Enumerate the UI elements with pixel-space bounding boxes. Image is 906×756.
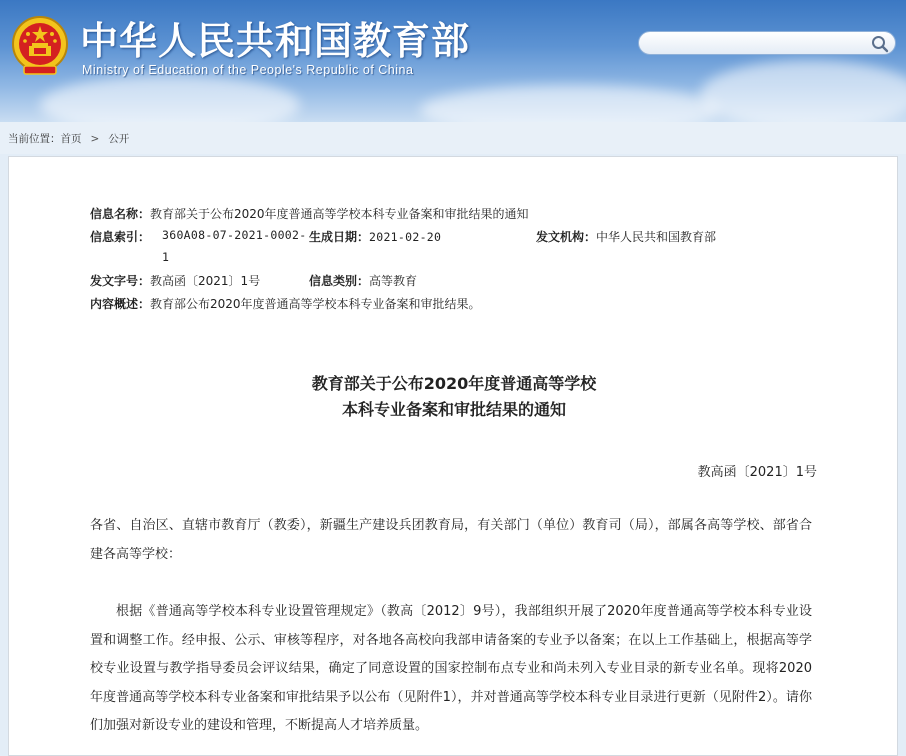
search-box (638, 31, 896, 55)
national-emblem-icon (10, 14, 70, 78)
site-title[interactable]: 中华人民共和国教育部 (80, 19, 471, 63)
header-cloud-decoration (700, 60, 906, 122)
header-cloud-decoration (420, 85, 720, 122)
info-org-label: 发文机构： (536, 230, 597, 244)
article-doc-number: 教高函〔2021〕1号 (697, 465, 817, 480)
info-name-value: 教育部关于公布2020年度普通高等学校本科专业备案和审批结果的通知 (150, 207, 529, 221)
search-icon[interactable] (870, 34, 890, 54)
article-salutation: 各省、自治区、直辖市教育厅（教委），新疆生产建设兵团教育局，有关部门（单位）教育司（局），部属各高等学校、部省合建各高等学校： (90, 518, 812, 562)
info-category-label: 信息类别： (309, 274, 370, 288)
breadcrumb-separator: > (90, 133, 100, 145)
info-row-category (309, 272, 417, 289)
article-title-line2: 本科专业备案和审批结果的通知 (341, 400, 566, 419)
article-title-line1: 教育部关于公布2020年度普通高等学校 (311, 374, 597, 393)
site-header (0, 0, 906, 122)
info-index-label: 信息索引： (90, 230, 151, 244)
breadcrumb-bar (0, 122, 906, 154)
search-input[interactable] (649, 34, 868, 54)
info-docno-label: 发文字号： (90, 274, 151, 288)
info-row-date (309, 228, 441, 245)
content-panel (8, 156, 898, 756)
info-index-value: 360A08-07-2021-0002- (162, 228, 307, 242)
info-index-value-cont: 1 (162, 250, 170, 264)
info-org-value: 中华人民共和国教育部 (596, 230, 717, 244)
article-body-paragraph: 根据《普通高等学校本科专业设置管理规定》（教高〔2012〕9号），我部组织开展了2020年度普通高等学校本科专业设置和调整工作。经申报、公示、审核等程序，对各地各高校向我部申请备案的专业予以备案；在以上工作基础上，根据高等学校专业设置与教学指导委员会评议结果，确定了同意设置的国家控制布点专业和尚未列入专业目录的新专业名单。现将2020年度普通高等学校本科专业备案和审批结果予以公布（见附件1），并对普通高等学校本科专业目录进行更新（见附件2）。请你们加强对新设专业的建设和管理，不断提高人才培养质量。 (90, 604, 812, 733)
info-row-docno (90, 272, 260, 289)
info-row-org (536, 228, 716, 245)
breadcrumb (8, 131, 129, 146)
info-row-summary (90, 295, 481, 312)
header-cloud-decoration (40, 75, 300, 122)
info-summary-label: 内容概述： (90, 297, 151, 311)
info-name-label: 信息名称： (90, 207, 151, 221)
breadcrumb-home-link[interactable]: 首页 (60, 133, 82, 145)
info-row-name (90, 205, 529, 222)
info-date-label: 生成日期： (309, 230, 370, 244)
site-subtitle: Ministry of Education of the People's Republic of China (82, 63, 414, 77)
info-category-value: 高等教育 (369, 274, 418, 288)
breadcrumb-public-link[interactable]: 公开 (108, 133, 130, 145)
info-docno-value: 教高函〔2021〕1号 (150, 274, 261, 288)
info-date-value: 2021-02-20 (369, 230, 442, 244)
breadcrumb-prefix: 当前位置： (8, 133, 61, 145)
info-row-index (90, 228, 150, 245)
info-summary-value: 教育部公布2020年度普通高等学校本科专业备案和审批结果。 (150, 297, 481, 311)
